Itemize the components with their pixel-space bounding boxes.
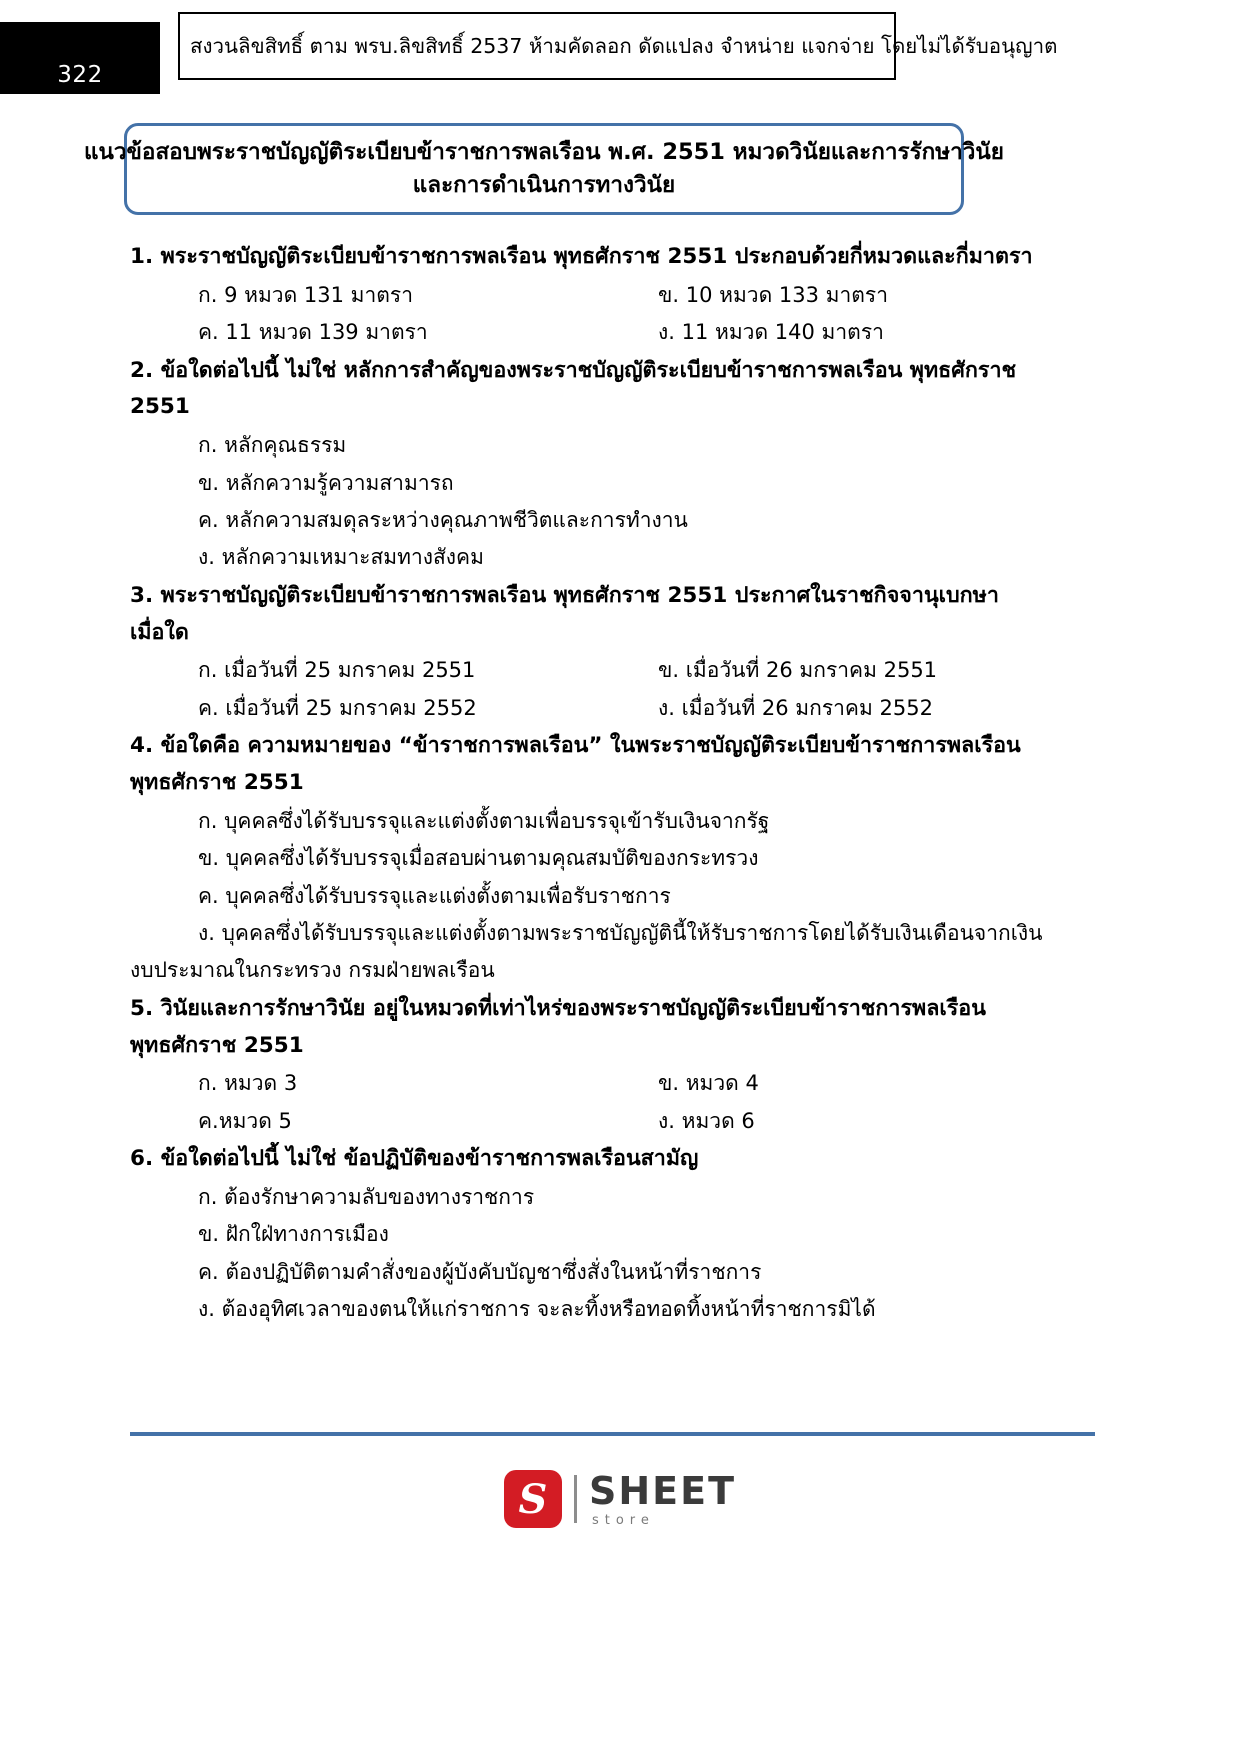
question-text-continuation: 2551 (130, 394, 190, 420)
choice-option[interactable]: ข. หมวด 4 (658, 1071, 759, 1096)
choice-option[interactable]: ก. หลักคุณธรรม (198, 433, 347, 458)
logo-letter: S (518, 1475, 548, 1523)
choice-option[interactable]: ก. หมวด 3 (198, 1071, 298, 1096)
choice-option[interactable]: ค. หลักความสมดุลระหว่างคุณภาพชีวิตและการทำงาน (198, 507, 688, 532)
choice-option[interactable]: ง. หลักความเหมาะสมทางสังคม (198, 545, 484, 570)
choice-option[interactable]: ข. เมื่อวันที่ 26 มกราคม 2551 (658, 658, 938, 683)
choice-option[interactable]: ค.หมวด 5 (198, 1108, 292, 1133)
choice-group (130, 652, 1090, 727)
copyright-box (178, 12, 1058, 80)
footer-divider (130, 1432, 1095, 1436)
question-item (130, 992, 1090, 1140)
footer-logo (0, 1470, 1240, 1528)
logo-sub-name: store (591, 1512, 655, 1528)
choice-group (130, 1065, 1090, 1140)
question-item (130, 579, 1090, 727)
question-list (130, 240, 1090, 1330)
choice-option[interactable]: ค. 11 หมวด 139 มาตรา (198, 320, 428, 345)
question-text: 2. ข้อใดต่อไปนี้ ไม่ใช่ หลักการสำคัญของพระราชบัญญัติระเบียบข้าราชการพลเรือน พุทธศักราช (130, 357, 1017, 383)
question-text-continuation: พุทธศักราช 2551 (130, 769, 304, 795)
question-text: 6. ข้อใดต่อไปนี้ ไม่ใช่ ข้อปฏิบัติของข้าราชการพลเรือนสามัญ (130, 1146, 699, 1172)
sheet-store-logo-icon (504, 1470, 562, 1528)
choice-option[interactable]: ข. หลักความรู้ความสามารถ (198, 470, 454, 495)
question-item (130, 729, 1090, 990)
logo-divider (574, 1475, 577, 1523)
choice-option[interactable]: ง. เมื่อวันที่ 26 มกราคม 2552 (658, 695, 933, 720)
choice-option[interactable]: ค. ต้องปฏิบัติตามคำสั่งของผู้บังคับบัญชาซึ่งสั่งในหน้าที่ราชการ (198, 1259, 762, 1284)
choice-group (130, 427, 1090, 577)
choice-option[interactable]: ข. 10 หมวด 133 มาตรา (658, 282, 888, 307)
choice-option[interactable]: ง. 11 หมวด 140 มาตรา (658, 320, 884, 345)
question-text: 1. พระราชบัญญัติระเบียบข้าราชการพลเรือน พุทธศักราช 2551 ประกอบด้วยกี่หมวดและกี่มาตรา (130, 244, 1033, 269)
question-text: 3. พระราชบัญญัติระเบียบข้าราชการพลเรือน พุทธศักราช 2551 ประกาศในราชกิจจานุเบกษา (130, 582, 999, 608)
question-item (130, 240, 1090, 352)
question-item (130, 354, 1090, 577)
choice-group (130, 277, 1090, 352)
question-text: 5. วินัยและการรักษาวินัย อยู่ในหมวดที่เท่าไหร่ของพระราชบัญญัติระเบียบข้าราชการพลเรือน (130, 995, 986, 1021)
choice-continuation-line: งบประมาณในกระทรวง กรมฝ่ายพลเรือน (130, 958, 495, 983)
question-text: 4. ข้อใดคือ ความหมายของ “ข้าราชการพลเรือน” ในพระราชบัญญัติระเบียบข้าราชการพลเรือน (130, 733, 1021, 759)
choice-option[interactable]: ก. ต้องรักษาความลับของทางราชการ (198, 1184, 535, 1209)
question-item (130, 1142, 1090, 1328)
choice-group (130, 803, 1090, 953)
choice-option[interactable]: ง. บุคคลซึ่งได้รับบรรจุและแต่งตั้งตามพระราชบัญญัตินี้ให้รับราชการโดยได้รับเงินเดือนจากเงิน (198, 920, 1043, 945)
logo-wordmark (588, 1468, 736, 1528)
choice-option[interactable]: ง. ต้องอุทิศเวลาของตนให้แก่ราชการ จะละทิ้งหรือทอดทิ้งหน้าที่ราชการมิได้ (198, 1297, 876, 1322)
choice-option[interactable]: ข. บุคคลซึ่งได้รับบรรจุเมื่อสอบผ่านตามคุณสมบัติของกระทรวง (198, 846, 759, 871)
choice-option[interactable]: ข. ฝักใฝ่ทางการเมือง (198, 1222, 389, 1247)
choice-option[interactable]: ก. บุคคลซึ่งได้รับบรรจุและแต่งตั้งตามเพื่อบรรจุเข้ารับเงินจากรัฐ (198, 808, 770, 833)
choice-group (130, 1179, 1090, 1329)
copyright-notice: สงวนลิขสิทธิ์ ตาม พรบ.ลิขสิทธิ์ 2537 ห้ามคัดลอก ดัดแปลง จำหน่าย แจกจ่าย โดยไม่ได้รับอนุญาต (190, 33, 1058, 58)
title-line-1: แนวข้อสอบพระราชบัญญัติระเบียบข้าราชการพลเรือน พ.ศ. 2551 หมวดวินัยและการรักษาวินัย (84, 139, 1004, 166)
choice-option[interactable]: ก. เมื่อวันที่ 25 มกราคม 2551 (198, 658, 476, 683)
choice-option[interactable]: ค. เมื่อวันที่ 25 มกราคม 2552 (198, 695, 477, 720)
choice-option[interactable]: ง. หมวด 6 (658, 1108, 755, 1133)
choice-option[interactable]: ก. 9 หมวด 131 มาตรา (198, 282, 413, 307)
logo-brand-name: SHEET (588, 1468, 736, 1513)
title-line-2: และการดำเนินการทางวินัย (412, 172, 676, 198)
page-number: 322 (57, 62, 103, 88)
page-number-block (0, 22, 160, 94)
question-text-continuation: เมื่อใด (130, 619, 189, 645)
choice-option[interactable]: ค. บุคคลซึ่งได้รับบรรจุและแต่งตั้งตามเพื่อรับราชการ (198, 883, 671, 908)
title-box (84, 123, 1004, 215)
question-text-continuation: พุทธศักราช 2551 (130, 1032, 304, 1058)
page-header (0, 0, 1240, 105)
